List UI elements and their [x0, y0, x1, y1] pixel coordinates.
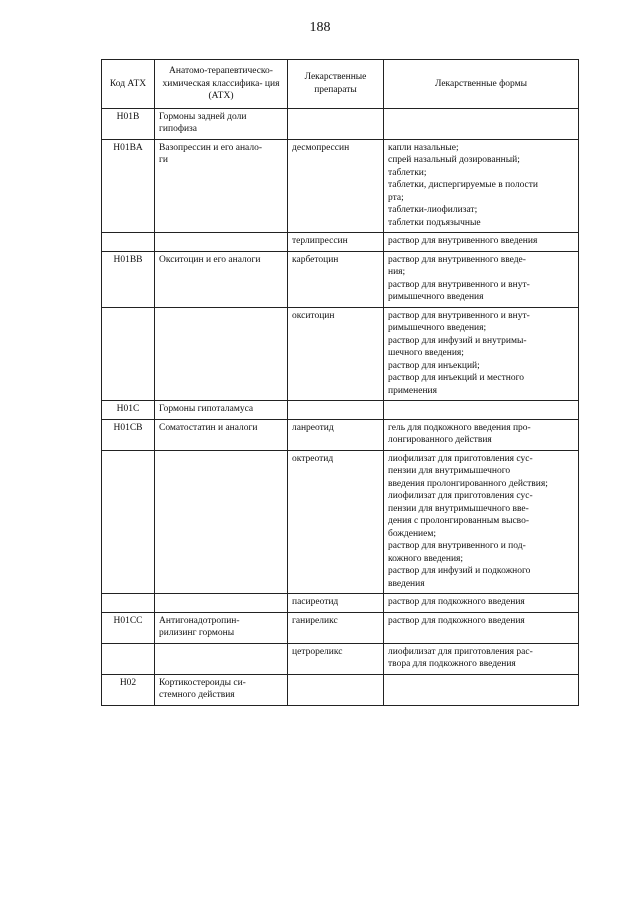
atx-code-cell: H01BA	[102, 139, 155, 233]
classification-line: стемного действия	[159, 690, 235, 700]
form-line: таблетки подъязычные	[388, 217, 481, 228]
classification-cell	[155, 612, 288, 643]
table-row	[102, 108, 579, 139]
form-line: раствор для внутривенного и под-	[388, 541, 526, 551]
form-line: раствор для внутривенного и внут-	[388, 310, 530, 321]
forms-cell	[384, 307, 579, 401]
classification-line: Соматостатин и аналоги	[159, 422, 258, 433]
atx-code-cell: H01B	[102, 108, 155, 139]
atx-code-cell: H01C	[102, 401, 155, 420]
classification-cell	[155, 643, 288, 674]
classification-line: Антигонадотропин-	[159, 615, 240, 626]
form-line: лиофилизат для приготовления сус-	[388, 453, 533, 464]
classification-line: Гормоны задней доли	[159, 111, 247, 122]
table-body	[102, 108, 579, 705]
atx-code-cell	[102, 233, 155, 252]
form-line: раствор для внутривенного введе-	[388, 254, 526, 265]
table-row	[102, 401, 579, 420]
table-row	[102, 594, 579, 613]
form-line: капли назальные;	[388, 142, 459, 153]
table-row	[102, 233, 579, 252]
forms-cell	[384, 233, 579, 252]
drug-cell	[288, 401, 384, 420]
classification-cell	[155, 674, 288, 705]
header-code: Код АТХ	[102, 60, 155, 109]
forms-cell	[384, 139, 579, 233]
drug-cell: десмопрессин	[288, 139, 384, 233]
header-classification-line: химическая классифика-	[162, 78, 263, 89]
forms-cell	[384, 594, 579, 613]
forms-cell	[384, 108, 579, 139]
table-row	[102, 612, 579, 643]
table-row	[102, 674, 579, 705]
form-line: пензии для внутримышечного вве-	[388, 503, 529, 514]
classification-line: Окситоцин и его аналоги	[159, 254, 261, 265]
form-line: шечного введения;	[388, 348, 464, 358]
atx-code-cell	[102, 643, 155, 674]
forms-cell	[384, 401, 579, 420]
table-row	[102, 307, 579, 401]
drug-cell	[288, 674, 384, 705]
form-line: гель для подкожного введения про-	[388, 422, 531, 433]
form-line: таблетки;	[388, 167, 427, 178]
forms-cell	[384, 419, 579, 450]
drug-cell: ганиреликс	[288, 612, 384, 643]
classification-cell	[155, 450, 288, 594]
form-line: раствор для подкожного введения	[388, 597, 525, 607]
form-line: раствор для инфузий и внутримы-	[388, 335, 527, 346]
classification-cell	[155, 307, 288, 401]
table-row	[102, 643, 579, 674]
form-line: римышечного введения	[388, 292, 484, 302]
form-line: лиофилизат для приготовления рас-	[388, 646, 533, 657]
table-header-row	[102, 60, 579, 109]
form-line: раствор для внутривенного введения	[388, 236, 538, 246]
classification-cell	[155, 419, 288, 450]
forms-cell	[384, 643, 579, 674]
atx-code-cell: H01CB	[102, 419, 155, 450]
classification-line: гипофиза	[159, 124, 198, 134]
form-line: спрей назальный дозированный;	[388, 155, 520, 165]
form-line: таблетки-лиофилизат;	[388, 205, 478, 215]
form-line: лиофилизат для приготовления сус-	[388, 491, 533, 501]
form-line: применения	[388, 385, 437, 396]
page-number: 188	[309, 20, 331, 35]
form-line: введения	[388, 578, 425, 589]
header-drugs-line: Лекарственные	[304, 72, 367, 83]
form-line: римышечного введения;	[388, 323, 487, 333]
drug-cell: ланреотид	[288, 419, 384, 450]
table-row	[102, 139, 579, 233]
drug-cell: окситоцин	[288, 307, 384, 401]
form-line: таблетки, диспергируемые в полости	[388, 180, 539, 190]
atx-code-cell: H02	[102, 674, 155, 705]
classification-line: Вазопрессин и его анало-	[159, 142, 262, 153]
classification-line: рилизинг гормоны	[159, 628, 235, 638]
atx-table	[101, 59, 579, 706]
header-classification-line: ция (АТХ)	[208, 78, 280, 101]
drug-cell: терлипрессин	[288, 233, 384, 252]
drug-cell	[288, 108, 384, 139]
header-drugs-line: препараты	[314, 84, 357, 95]
atx-code-cell	[102, 450, 155, 594]
header-classification	[155, 60, 288, 109]
atx-code-cell: H01CC	[102, 612, 155, 643]
classification-line: ги	[159, 155, 168, 165]
atx-code-cell	[102, 307, 155, 401]
form-line: раствор для инъекций;	[388, 360, 480, 371]
form-line: ния;	[388, 267, 406, 277]
header-drugs	[288, 60, 384, 109]
form-line: твора для подкожного введения	[388, 659, 516, 669]
classification-cell	[155, 233, 288, 252]
form-line: лонгированного действия	[388, 435, 492, 445]
forms-cell	[384, 612, 579, 643]
header-classification-line: Анатомо-терапевтическо-	[169, 66, 273, 76]
header-forms: Лекарственные формы	[384, 60, 579, 109]
table-row	[102, 251, 579, 307]
form-line: кожного введения;	[388, 553, 464, 564]
drug-cell: пасиреотид	[288, 594, 384, 613]
form-line: раствор для инъекций и местного	[388, 373, 525, 383]
form-line: раствор для подкожного введения	[388, 615, 525, 626]
form-line: введения пролонгированного действия;	[388, 478, 548, 489]
drug-cell: карбетоцин	[288, 251, 384, 307]
atx-code-cell: H01BB	[102, 251, 155, 307]
forms-cell	[384, 450, 579, 594]
classification-cell	[155, 108, 288, 139]
form-line: бождением;	[388, 528, 436, 539]
table-row	[102, 419, 579, 450]
drug-cell: октреотид	[288, 450, 384, 594]
atx-code-cell	[102, 594, 155, 613]
form-line: рта;	[388, 192, 404, 203]
classification-cell	[155, 251, 288, 307]
classification-cell	[155, 401, 288, 420]
forms-cell	[384, 251, 579, 307]
classification-line: Кортикостероиды си-	[159, 677, 246, 688]
forms-cell	[384, 674, 579, 705]
table-row	[102, 450, 579, 594]
classification-cell	[155, 139, 288, 233]
classification-cell	[155, 594, 288, 613]
form-line: раствор для инфузий и подкожного	[388, 566, 531, 576]
drug-cell: цетрореликс	[288, 643, 384, 674]
classification-line: Гормоны гипоталамуса	[159, 404, 254, 414]
form-line: дения с пролонгированным высво-	[388, 516, 530, 526]
form-line: раствор для внутривенного и внут-	[388, 279, 530, 290]
form-line: пензии для внутримышечного	[388, 466, 511, 476]
